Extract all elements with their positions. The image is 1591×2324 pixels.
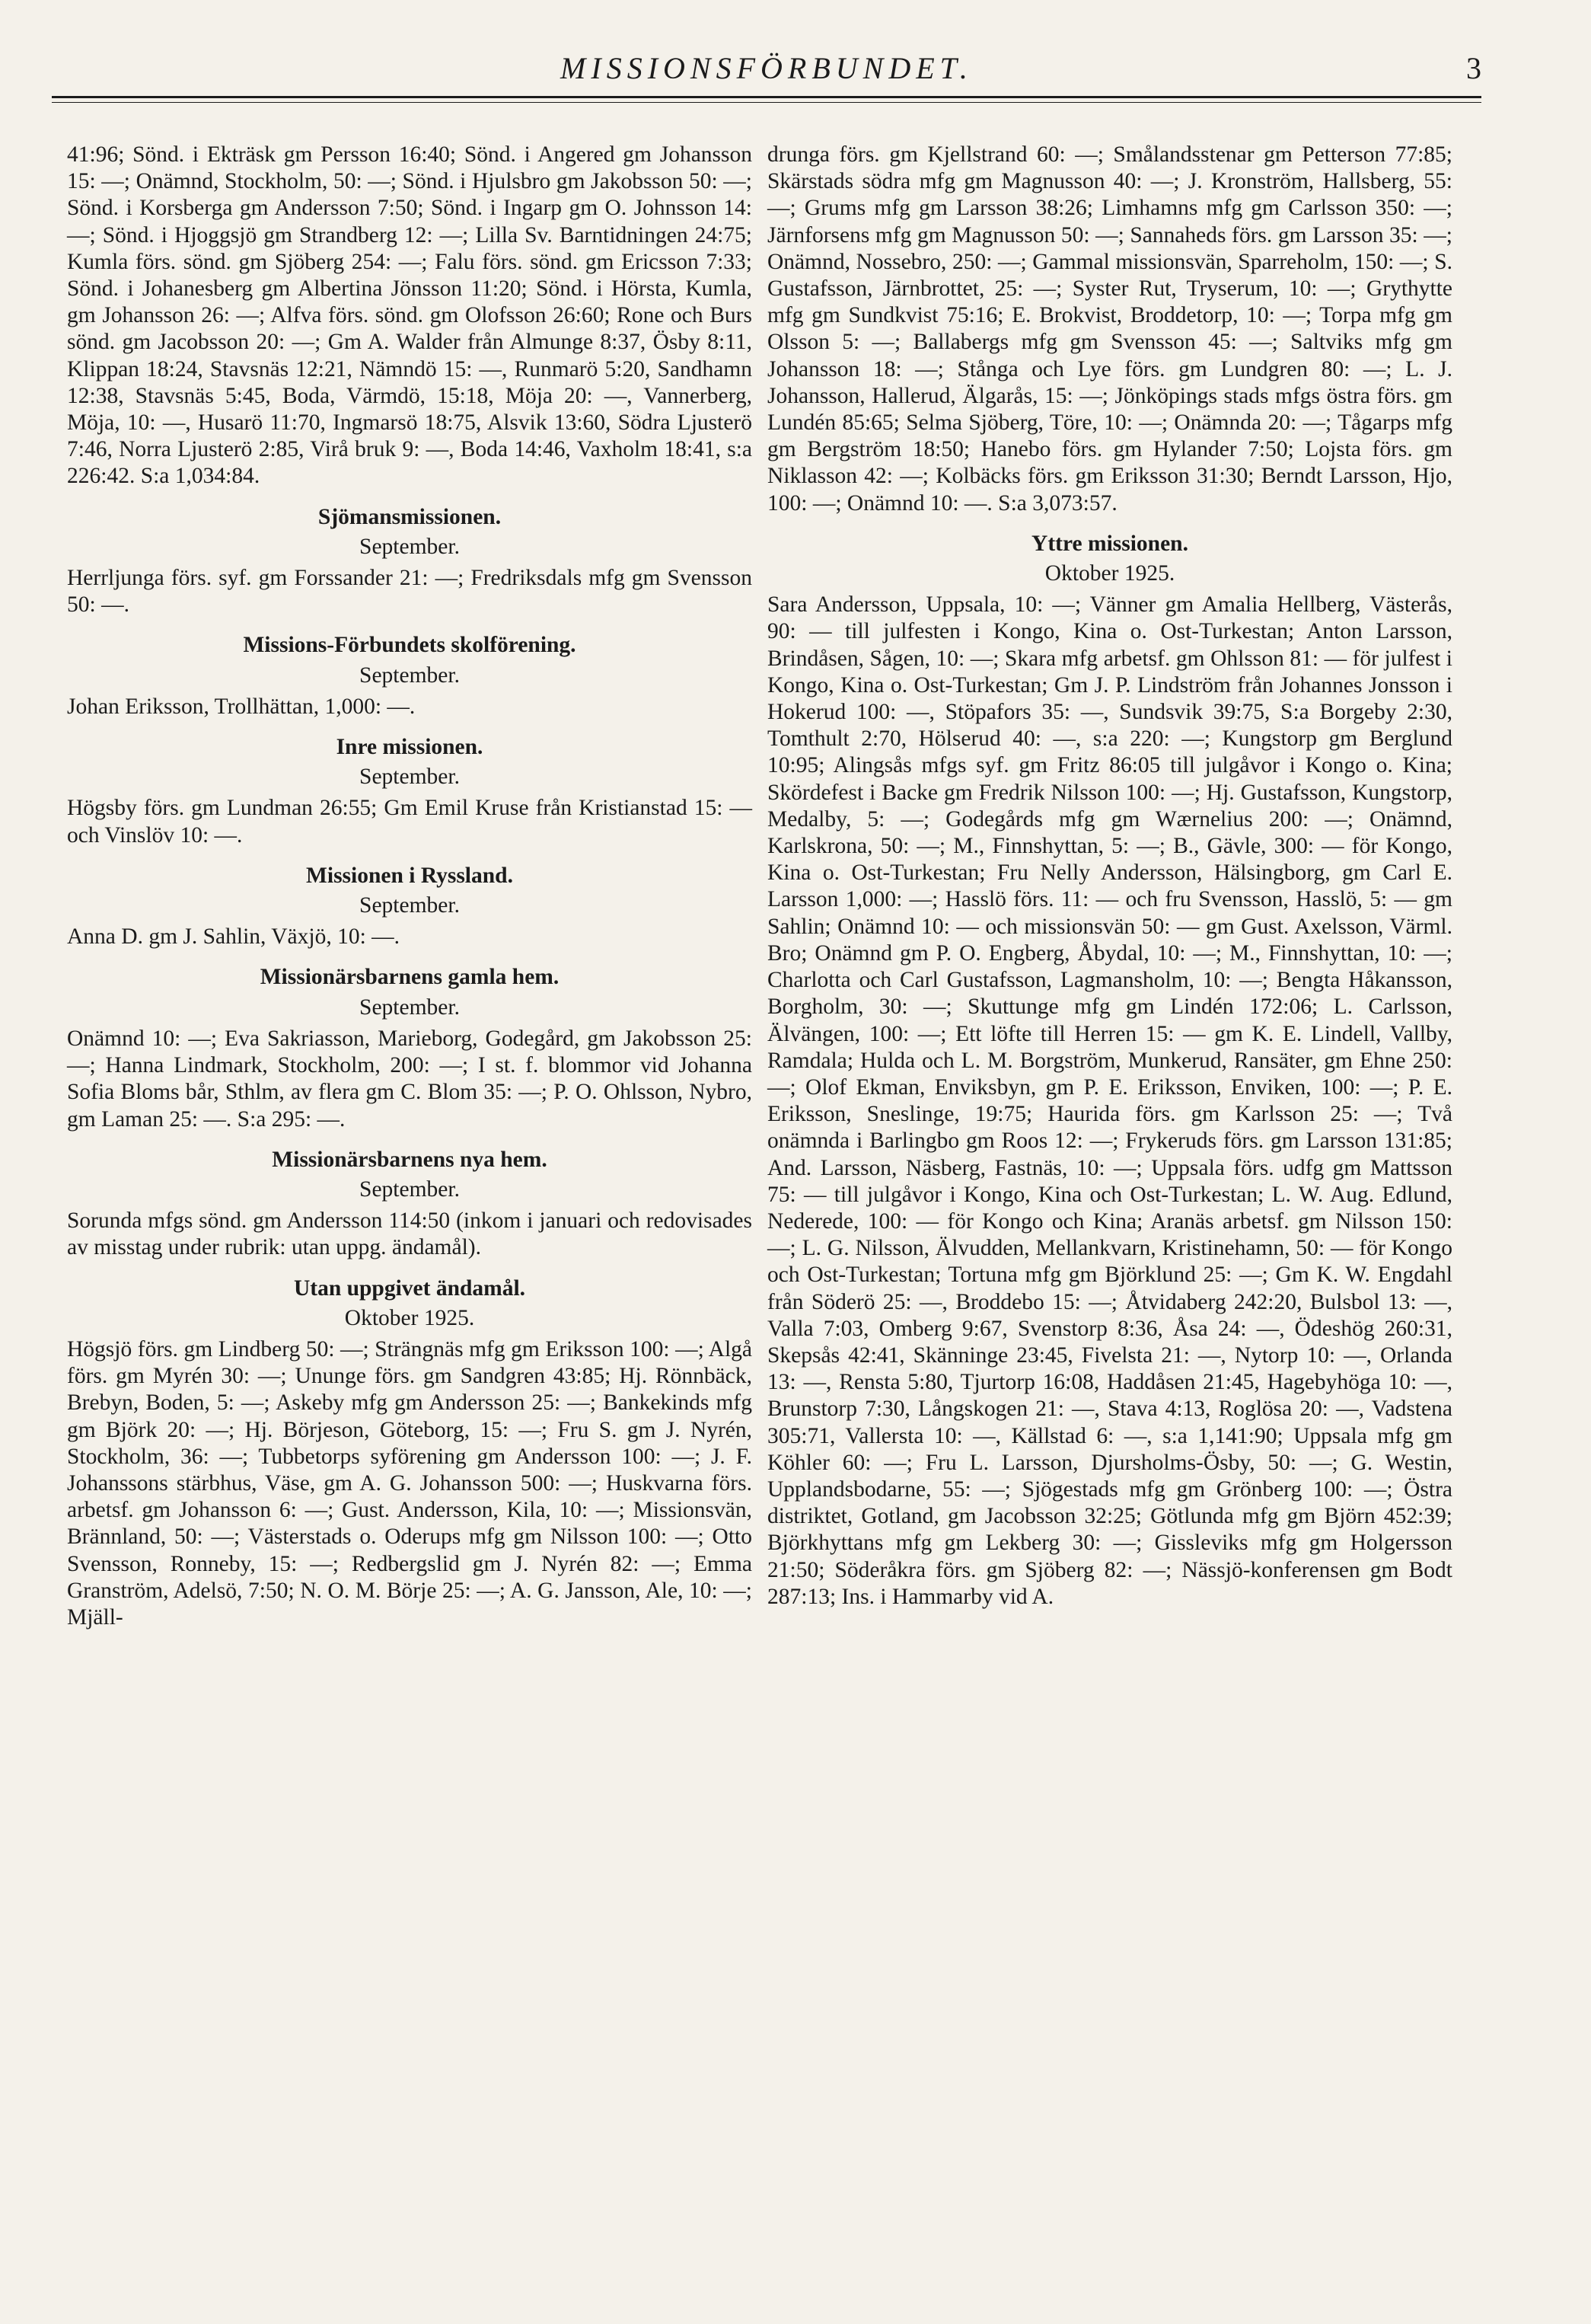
section-month: September. (359, 893, 460, 918)
section-text: Högsby förs. gm Lundman 26:55; Gm Emil Kruse från Kristianstad 15: — och Vinslöv 10: —. (67, 796, 752, 848)
section-heading: Utan uppgivet ändamål. (293, 1275, 526, 1301)
page-header (52, 47, 1481, 93)
section-month: Oktober 1925. (344, 1305, 475, 1330)
left-column (67, 142, 752, 1631)
section-text: Johan Eriksson, Trollhättan, 1,000: —. (67, 694, 416, 719)
section-text: Onämnd 10: —; Eva Sakriasson, Marieborg, Godegård, gm Jakobsson 25: —; Hanna Lindmark, Stockholm, 200: —; I st. f. blommor vid Johanna Sofia Bloms bår, Sthlm, av flera gm C. Blom 35: —; P. O. Ohlsson, Nybro, gm Laman 25: —. S:a 295: —. (67, 1026, 752, 1132)
section-month: September. (359, 1176, 460, 1202)
section-heading: Inre missionen. (336, 735, 483, 760)
section-text: Anna D. gm J. Sahlin, Växjö, 10: —. (67, 924, 400, 950)
section-month: September. (359, 662, 460, 688)
section-heading: Missions-Förbundets skolförening. (243, 633, 576, 658)
carryover-paragraph: 41:96; Sönd. i Ekträsk gm Persson 16:40; Sönd. i Angered gm Johansson 15: —; Onämnd, Stockholm, 50: —; Sönd. i Hjulsbro gm Jakobsson 50: —; Sönd. i Korsberga gm Andersson 7:50; Sönd. i Ingarp gm O. Johnsson 14: —; Sönd. i Hjoggsjö gm Strandberg 12: —; Lilla Sv. Barntidningen 24:75; Kumla förs. sönd. gm Sjöberg 254: —; Falu förs. sönd. gm Ericsson 7:33; Sönd. i Johanesberg gm Albertina Jönsson 11:20; Sönd. i Hörsta, Kumla, gm Johansson 26: —; Alfva förs. sönd. gm Olofsson 26:60; Rone och Burs sönd. gm Jacobsson 20: —; Gm A. Walder från Almunge 8:37, Ösby 8:11, Klippan 18:24, Stavsnäs 12:21, Nämndö 15: —, Runmarö 5:20, Sandhamn 12:38, Stavsnäs 5:45, Boda, Värmdö, 15:18, Möja 20: —, Vannerberg, Möja, 10: —, Husarö 11:70, Ingmarsö 18:75, Alsvik 13:60, Södra Ljusterö 7:46, Norra Ljusterö 2:85, Virå bruk 9: —, Boda 14:46, Vaxholm 18:41, s:a 226:42. S:a 1,034:84. (67, 142, 752, 489)
section-month: Oktober 1925. (1044, 561, 1175, 586)
section-text: Herrljunga förs. syf. gm Forssander 21: —; Fredriksdals mfg gm Svensson 50: —. (67, 566, 752, 618)
section-heading: Sjömansmissionen. (317, 504, 502, 529)
section-month: September. (359, 994, 460, 1020)
section-heading: Missionen i Ryssland. (306, 863, 513, 888)
right-column (767, 142, 1452, 1611)
header-rule-thick (52, 96, 1481, 98)
carryover-paragraph: drunga förs. gm Kjellstrand 60: —; Smålandsstenar gm Petterson 77:85; Skärstads södra mfg gm Magnusson 40: —; J. Kronström, Hallsberg, 55: —; Grums mfg gm Larsson 38:26; Limhamns mfg gm Carlsson 350: —; Järnforsens mfg gm Magnusson 50: —; Sannaheds förs. gm Larsson 35: —; Onämnd, Nossebro, 250: —; Gammal missionsvän, Sparreholm, 150: —; S. Gustafsson, Järnbrottet, 25: —; Syster Rut, Tryserum, 10: —; Grythytte mfg gm Sundkvist 75:16; E. Brokvist, Broddetorp, 10: —; Torpa mfg gm Olsson 5: —; Ballabergs mfg gm Svensson 45: —; Saltviks mfg gm Johansson 18: —; Stånga och Lye förs. gm Lundgren 80: —; L. J. Johansson, Hallerud, Älgarås, 15: —; Jönköpings stads mfgs östra förs. gm Lundén 85:65; Selma Sjöberg, Töre, 10: —; Onämnda 20: —; Tågarps mfg gm Bergström 18:50; Hanebo förs. gm Hylander 7:50; Lojsta förs. gm Niklasson 42: —; Kolbäcks förs. gm Eriksson 31:30; Berndt Larsson, Hjo, 100: —; Onämnd 10: —. S:a 3,073:57. (767, 142, 1452, 516)
section-heading: Yttre missionen. (1031, 531, 1188, 556)
section-heading: Missionärsbarnens nya hem. (272, 1147, 547, 1172)
section-text: Högsjö förs. gm Lindberg 50: —; Strängnäs mfg gm Eriksson 100: —; Algå förs. gm Myrén 30: —; Ununge förs. gm Sandgren 43:85; Hj. Rönnbäck, Brebyn, Boden, 5: —; Askeby mfg gm Andersson 25: —; Bankekinds mfg gm Björk 20: —; Hj. Börjeson, Göteborg, 15: —; Fru S. gm J. Nyrén, Stockholm, 36: —; Tubbetorps syförening gm Andersson 100: —; J. F. Johanssons stärbhus, Väse, gm A. G. Johansson 500: —; Huskvarna förs. arbetsf. gm Johansson 6: —; Gust. Andersson, Kila, 10: —; Missionsvän, Brännland, 50: —; Västerstads o. Oderups mfg gm Nilsson 100: —; Otto Svensson, Ronneby, 15: —; Redbergslid gm J. Nyrén 82: —; Emma Granström, Adelsö, 7:50; N. O. M. Börje 25: —; A. G. Jansson, Ale, 10: —; Mjäll- (67, 1336, 752, 1630)
header-rule-thin (52, 102, 1481, 103)
section-month: September. (359, 534, 460, 559)
section-month: September. (359, 765, 460, 790)
running-title: MISSIONSFÖRBUNDET. (560, 51, 973, 85)
page-number: 3 (1466, 51, 1481, 85)
section-text: Sorunda mfgs sönd. gm Andersson 114:50 (inkom i januari och redovisades av misstag under rubrik: utan uppg. ändamål). (67, 1208, 752, 1260)
section-heading: Missionärsbarnens gamla hem. (260, 965, 560, 990)
section-text: Sara Andersson, Uppsala, 10: —; Vänner gm Amalia Hellberg, Västerås, 90: — till julfesten i Kongo, Kina o. Ost-Turkestan; Anton Larsson, Brindåsen, Sågen, 10: —; Skara mfg arbetsf. gm Ohlsson 81: — för julfest i Kongo, Kina o. Ost-Turkestan; Gm J. P. Lindström från Johannes Jonsson i Hokerud 100: —, Stöpafors 35: —, Sundsvik 39:75, S:a Borgeby 2:30, Tomthult 2:70, Hölserud 40: —, s:a 220: —; Kungstorp gm Berglund 10:95; Alingsås mfgs syf. gm Fritz 86:05 till julgåvor i Kongo o. Kina; Skördefest i Backe gm Fredrik Nilsson 100: —; Hj. Gustafsson, Kungstorp, Medalby, 5: —; Godegårds mfg gm Wærnelius 200: —; Onämnd, Karlskrona, 50: —; M., Finnshyttan, 5: —; B., Gävle, 300: — för Kongo, Kina o. Ost-Turkestan; Fru Nelly Andersson, Hälsingborg, gm Carl E. Larsson 1,000: —; Hasslö förs. 11: — och fru Svensson, Hasslö, 5: — gm Sahlin; Onämnd 10: — och missionsvän 50: — gm Gust. Axelsson, Värml. Bro; Onämnd gm P. O. Engberg, Åbydal, 10: —; M., Finnshyttan, 10: —; Charlotta och Carl Gustafsson, Lagmansholm, 10: —; Bengta Håkansson, Borgholm, 30: —; Skuttunge mfg gm Lindén 172:06; L. Carlsson, Älvängen, 100: —; Ett löfte till Herren 15: — gm K. E. Lindell, Vallby, Ramdala; Hulda och L. M. Borgström, Munkerud, Ransäter, gm Ehne 250: —; Olof Ekman, Enviksbyn, gm P. E. Eriksson, Enviken, 100: —; P. E. Eriksson, Sneslinge, 19:75; Haurida förs. gm Karlsson 25: —; Två onämnda i Barlingbo gm Roos 12: —; Frykeruds förs. gm Larsson 131:85; And. Larsson, Näsberg, Fastnäs, 10: —; Uppsala förs. udfg gm Mattsson 75: — till julgåvor i Kongo, Kina och Ost-Turkestan; L. W. Aug. Edlund, Nederede, 100: — för Kongo och Kina; Aranäs arbetsf. gm Nilsson 150: —; L. G. Nilsson, Älvudden, Mellankvarn, Kristinehamn, 50: — för Kongo och Ost-Turkestan; Tortuna mfg gm Björklund 25: —; Gm K. W. Engdahl från Söderö 25: —, Broddebo 15: —; Åtvidaberg 242:20, Bulsbol 13: —, Valla 7:03, Omberg 9:67, Svenstorp 8:36, Åsa 24: —, Ödeshög 260:31, Skepsås 42:41, Skänninge 23:45, Fivelsta 21: —, Nytorp 10: —, Orlanda 13: —, Rensta 5:80, Tjurtorp 16:08, Haddåsen 21:45, Hagebyhöga 10: —, Brunstorp 7:30, Långskogen 21: —, Stava 4:13, Roglösa 20: —, Vadstena 305:71, Vallersta 10: —, Källstad 6: —, s:a 1,141:90; Uppsala mfg gm Köhler 60: —; Fru L. Larsson, Djursholms-Ösby, 50: —; G. Westin, Upplandsbodarne, 55: —; Sjögestads mfg gm Grönberg 100: —; Östra distriktet, Gotland, gm Jacobsson 32:25; Götlunda mfg gm Björn 452:39; Björkhyttans mfg gm Lekberg 30: —; Gissleviks mfg gm Holgersson 21:50; Söderåkra förs. gm Sjöberg 82: —; Nässjö-konferensen gm Bodt 287:13; Ins. i Hammarby vid A. (767, 592, 1452, 1609)
